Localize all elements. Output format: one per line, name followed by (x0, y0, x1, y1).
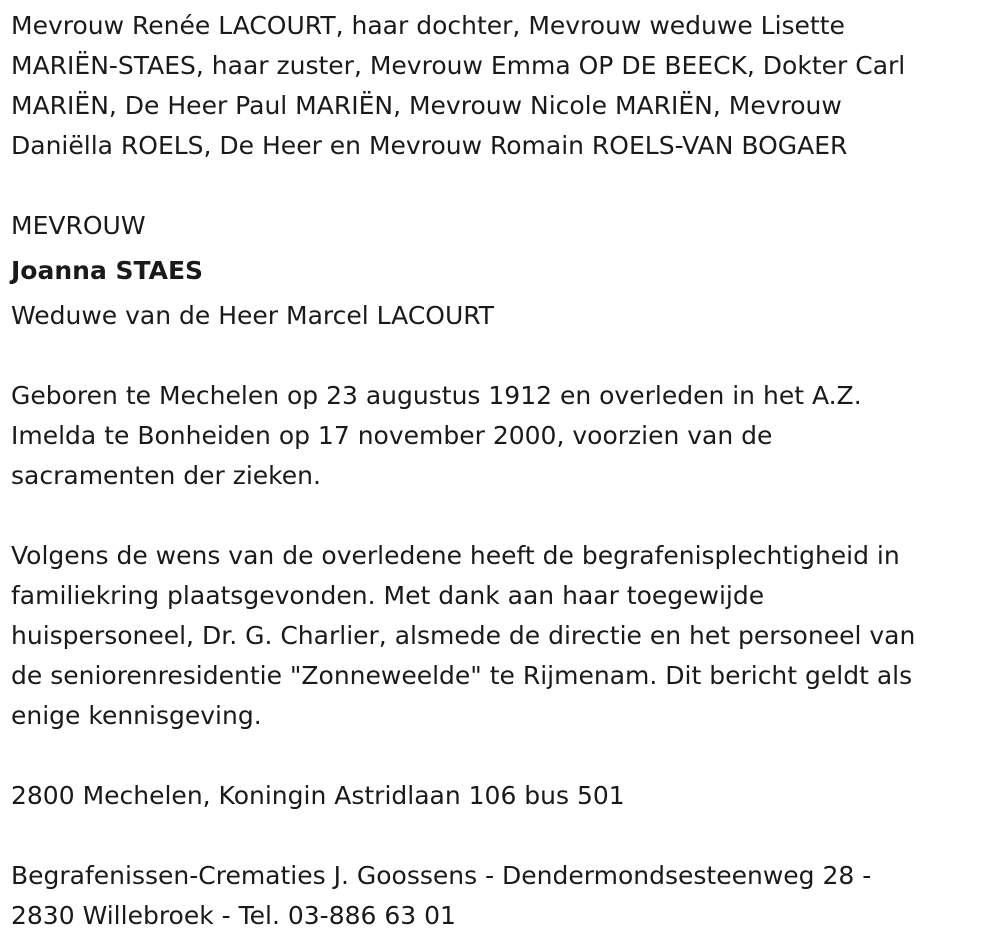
family-line: MARIËN-STAES, haar zuster, Mevrouw Emma OP DE BEECK, Dokter Carl (11, 51, 906, 80)
deceased-salutation: MEVROUW (11, 211, 146, 240)
spacer (11, 496, 986, 536)
spacer (11, 816, 986, 856)
birth-death-line: Imelda te Bonheiden op 17 november 2000, voorzien van de (11, 421, 773, 450)
undertaker-line: Begrafenissen-Crematies J. Goossens - Dendermondsesteenweg 28 - (11, 861, 872, 890)
funeral-notice-line: huispersoneel, Dr. G. Charlier, alsmede de directie en het personeel van (11, 621, 916, 650)
family-line: MARIËN, De Heer Paul MARIËN, Mevrouw Nicole MARIËN, Mevrouw (11, 91, 842, 120)
family-line: Daniëlla ROELS, De Heer en Mevrouw Romain ROELS-VAN BOGAER (11, 131, 848, 160)
undertaker-paragraph (11, 856, 986, 936)
funeral-notice-paragraph (11, 536, 986, 736)
spacer (11, 336, 986, 376)
deceased-relation: Weduwe van de Heer Marcel LACOURT (11, 301, 495, 330)
funeral-notice-line: Volgens de wens van de overledene heeft de begrafenisplechtigheid in (11, 541, 900, 570)
funeral-notice-line: familiekring plaatsgevonden. Met dank aan haar toegewijde (11, 581, 765, 610)
undertaker-line: 2830 Willebroek - Tel. 03-886 63 01 (11, 901, 456, 930)
deceased-name: Joanna STAES (11, 256, 204, 285)
funeral-notice-line: de seniorenresidentie "Zonneweelde" te Rijmenam. Dit bericht geldt als (11, 661, 913, 690)
birth-death-line: Geboren te Mechelen op 23 augustus 1912 en overleden in het A.Z. (11, 381, 862, 410)
birth-death-line: sacramenten der zieken. (11, 461, 321, 490)
address-line: 2800 Mechelen, Koningin Astridlaan 106 bus 501 (11, 781, 625, 810)
family-paragraph (11, 6, 986, 166)
obituary-document (11, 6, 986, 936)
family-line: Mevrouw Renée LACOURT, haar dochter, Mevrouw weduwe Lisette (11, 11, 845, 40)
spacer (11, 736, 986, 776)
birth-death-paragraph (11, 376, 986, 496)
funeral-notice-line: enige kennisgeving. (11, 701, 262, 730)
spacer (11, 166, 986, 206)
